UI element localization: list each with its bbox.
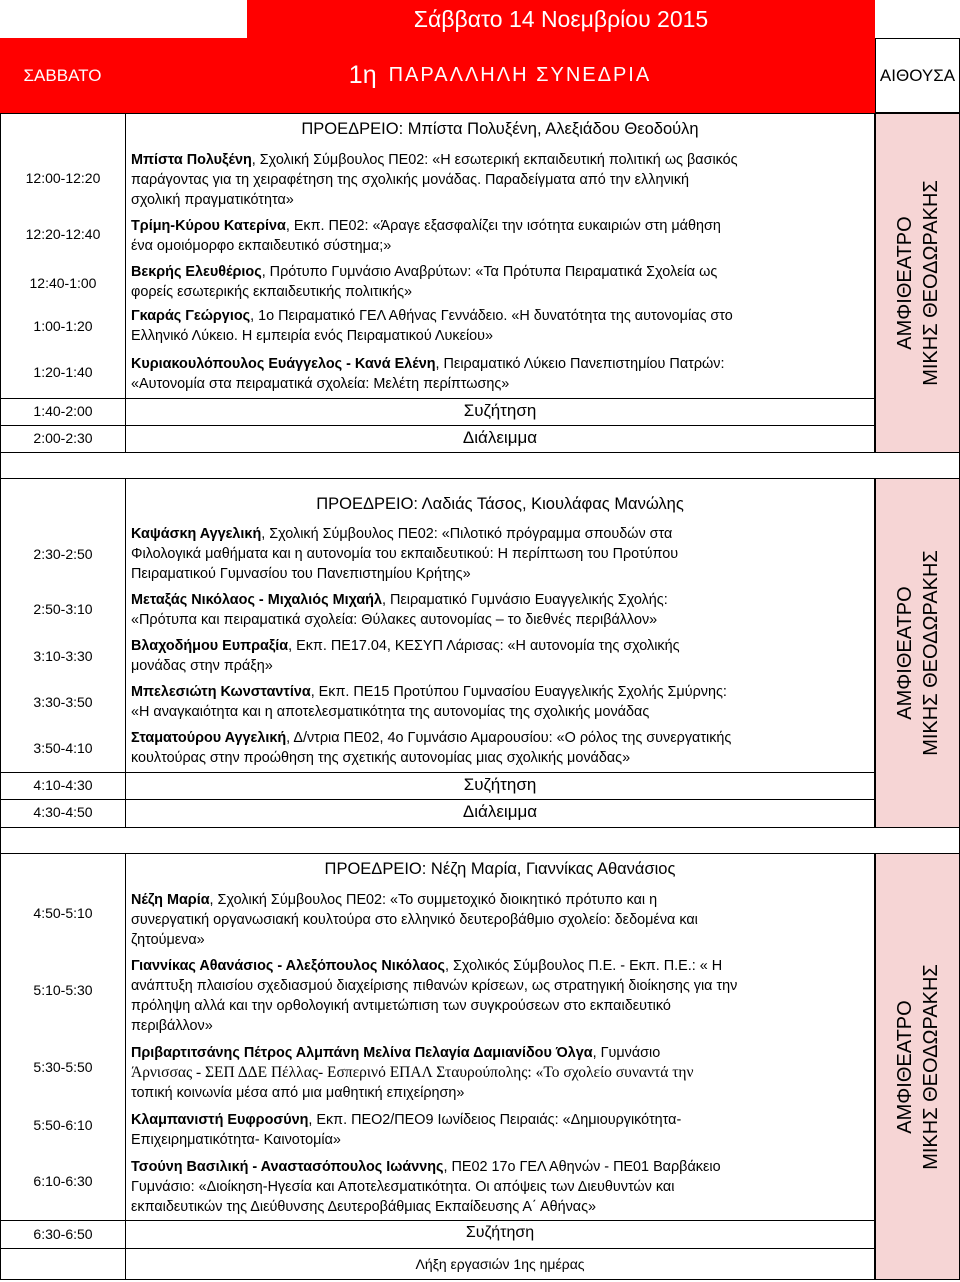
break-time: 2:00-2:30: [33, 430, 93, 446]
break-label: Διάλειμμα: [462, 428, 538, 447]
speaker-name: Τρίμη-Κύρου Κατερίνα: [131, 218, 286, 234]
room-name-line-1: ΑΜΦΙΘΕΑΤΡΟ: [893, 586, 916, 720]
chair-block-1: ΠΡΟΕΔΡΕΙΟ: Μπίστα Πολυξένη, Αλεξιάδου Θεοδούλη: [301, 120, 699, 138]
discussion-time: 6:30-6:50: [33, 1226, 93, 1242]
speaker-name: Βεκρής Ελευθέριος: [131, 264, 262, 280]
time-slot: 6:10-6:30: [33, 1173, 93, 1189]
speaker-name: Γκαράς Γεώργιος: [131, 308, 251, 324]
talk-entry: Γκαράς Γεώργιος, 1ο Πειραματικό ΓΕΛ Αθήνας Γεννάδειο. «Η δυνατότητα της αυτονομίας στο Ελληνικό Λύκειο. Η εμπειρία ενός Πειραματικού Λυκείου»: [131, 308, 733, 344]
room-name-line-2: ΜΙΚΗΣ ΘΕΟΔΩΡΑΚΗΣ: [919, 180, 942, 386]
talk-entry: Μπελεσιώτη Κωνσταντίνα, Εκπ. ΠΕ15 Προτύπου Γυμνασίου Ευαγγελικής Σχολής Σμύρνης: «Η αναγκαιότητα και η αποτελεσματικότητα της αυτονομίας της σχολικής μονάδας: [131, 684, 727, 720]
speaker-name: Γιαννίκας Αθανάσιος - Αλεξόπουλος Νικόλαος: [131, 958, 446, 974]
time-slot: 1:00-1:20: [33, 318, 93, 334]
day-label: ΣΑΒΒΑΤΟ: [0, 38, 125, 113]
speaker-name: Μπίστα Πολυξένη: [131, 152, 252, 168]
session-number: 1η: [348, 61, 377, 89]
time-slot: 1:20-1:40: [33, 364, 93, 380]
spacer-row: [0, 827, 960, 854]
discussion-label: Συζήτηση: [463, 775, 537, 794]
talk-entry: Κλαμπανιστή Ευφροσύνη, Εκπ. ΠΕΟ2/ΠΕΟ9 Ιωνίδειος Πειραιάς: «Δημιουργικότητα- Επιχειρηματικότητα- Καινοτομία»: [131, 1112, 682, 1148]
time-slot: 3:10-3:30: [33, 648, 93, 664]
talk-entry: Βεκρής Ελευθέριος, Πρότυπο Γυμνάσιο Αναβρύτων: «Τα Πρότυπα Πειραματικά Σχολεία ως φορείς εσωτερικής εκπαιδευτικής πολιτικής»: [131, 264, 718, 300]
talk-entry: Βλαχοδήμου Ευπραξία, Εκπ. ΠΕ17.04, ΚΕΣΥΠ Λάρισας: «Η αυτονομία της σχολικής μονάδας στην πράξη»: [131, 638, 680, 674]
time-slot: 5:10-5:30: [33, 982, 93, 998]
speaker-name: Μεταξάς Νικόλαος - Μιχαλιός Μιχαήλ: [131, 592, 382, 608]
speaker-name: Μπελεσιώτη Κωνσταντίνα: [131, 684, 311, 700]
chair-block-3: ΠΡΟΕΔΡΕΙΟ: Νέζη Μαρία, Γιαννίκας Αθανάσιος: [324, 860, 676, 878]
discussion-time: 1:40-2:00: [33, 403, 93, 419]
talk-entry: Τσούνη Βασιλική - Αναστασόπουλος Ιωάννης, ΠΕ02 17ο ΓΕΛ Αθηνών - ΠΕ01 Βαρβάκειο Γυμνάσιο: «Διοίκηση-Ηγεσία και Αποτελεσματικότητα. Οι απόψεις των Διευθυντών και εκπαιδευτικών της Διεύθυνσης Δευτεροβάθμιας Εκπαίδευσης Α΄ Αθήνας»: [131, 1159, 721, 1215]
discussion-label: Συζήτηση: [463, 401, 537, 420]
closing-label: Λήξη εργασιών 1ης ημέρας: [415, 1256, 585, 1272]
talk-entry: Νέζη Μαρία, Σχολική Σύμβουλος ΠΕ02: «Το συμμετοχικό διοικητικό πρότυπο και η συνεργατική οργανωσιακή κουλτούρα στο ελληνικό δευτεροβάθμιο σχολείο: δεδομένα και ζητούμενα»: [131, 892, 698, 948]
speaker-name: Τσούνη Βασιλική - Αναστασόπουλος Ιωάννης: [131, 1159, 444, 1175]
room-name-line-1: ΑΜΦΙΘΕΑΤΡΟ: [893, 216, 916, 350]
speaker-name: Σταματούρου Αγγελική: [131, 730, 287, 746]
room-cell-block-1: [875, 113, 960, 453]
talk-entry: Μπίστα Πολυξένη, Σχολική Σύμβουλος ΠΕ02: «Η εσωτερική εκπαιδευτική πολιτική ως βασικός παράγοντας για τη χειραφέτηση της σχολικής μονάδας. Παραδείγματα από την ελληνική σχολική πραγματικότητα»: [131, 152, 738, 208]
speaker-name: Κλαμπανιστή Ευφροσύνη: [131, 1112, 309, 1128]
time-slot: 2:30-2:50: [33, 546, 93, 562]
talk-entry: Σταματούρου Αγγελική, Δ/ντρια ΠΕ02, 4ο Γυμνάσιο Αμαρουσίου: «Ο ρόλος της συνεργατικής κουλτούρας στην προώθηση της σχετικής αυτονομίας μιας σχολικής μονάδας»: [131, 730, 732, 766]
time-slot: 2:50-3:10: [33, 601, 93, 617]
talk-entry: Καψάσκη Αγγελική, Σχολική Σύμβουλος ΠΕ02: «Πιλοτικό πρόγραμμα σπουδών στα Φιλολογικά μαθήματα και η αυτονομία του εκπαιδευτικού: Η περίπτωση του Προτύπου Πειραματικού Γυμνασίου του Πανεπιστημίου Κρήτης»: [131, 526, 679, 582]
date-text: Σάββατο 14 Νοεμβρίου 2015: [413, 5, 709, 32]
discussion-time: 4:10-4:30: [33, 777, 93, 793]
room-name-line-2: ΜΙΚΗΣ ΘΕΟΔΩΡΑΚΗΣ: [919, 963, 942, 1170]
room-name-line-1: ΑΜΦΙΘΕΑΤΡΟ: [893, 999, 916, 1134]
speaker-name: Νέζη Μαρία: [131, 892, 210, 908]
time-slot: 12:20-12:40: [25, 226, 101, 242]
room-name-line-2: ΜΙΚΗΣ ΘΕΟΔΩΡΑΚΗΣ: [919, 550, 942, 756]
session-name: ΠΑΡΑΛΛΗΛΗ ΣΥΝΕΔΡΙΑ: [388, 64, 652, 86]
chair-block-2: ΠΡΟΕΔΡΕΙΟ: Λαδιάς Τάσος, Κιουλάφας Μανώλης: [316, 495, 684, 513]
time-slot: 12:00-12:20: [25, 170, 101, 186]
time-slot: 12:40-1:00: [29, 275, 97, 291]
talk-entry: Τρίμη-Κύρου Κατερίνα, Εκπ. ΠΕ02: «Άραγε εξασφαλίζει την ισότητα ευκαιριών στη μάθηση ένα ομοιόμορφο εκπαιδευτικό σύστημα;»: [131, 218, 721, 254]
speaker-name: Πριβαρτιτσάνης Πέτρος Αλμπάνη Μελίνα Πελαγία Δαμιανίδου Όλγα: [131, 1045, 593, 1061]
talk-entry: Μεταξάς Νικόλαος - Μιχαλιός Μιχαήλ, Πειραματικό Γυμνάσιο Ευαγγελικής Σχολής: «Πρότυπα και πειραματικά σχολεία: Θύλακες αυτονομίας – το διεθνές περιβάλλον»: [131, 592, 668, 628]
talk-entry: Κυριακουλόπουλος Ευάγγελος - Κανά Ελένη, Πειραματικό Λύκειο Πανεπιστημίου Πατρών: «Αυτονομία στα πειραματικά σχολεία: Μελέτη περίπτωσης»: [131, 356, 725, 392]
room-cell-block-3: [875, 853, 960, 1280]
break-time: 4:30-4:50: [33, 804, 93, 820]
time-slot: 3:30-3:50: [33, 694, 93, 710]
time-slot: 5:30-5:50: [33, 1059, 93, 1075]
discussion-label: Συζήτηση: [465, 1224, 535, 1241]
talk-entry: Πριβαρτιτσάνης Πέτρος Αλμπάνη Μελίνα Πελαγία Δαμιανίδου Όλγα, Γυμνάσιο Άρνισσας - ΣΕΠ ΔΔΕ Πέλλας- Εσπερινό ΕΠΑΛ Σταυρούπολης: «Το σχολείο συναντά την τοπική κοινωνία μέσα από μια μαθητική επιχείρηση»: [131, 1045, 694, 1101]
speaker-name: Κυριακουλόπουλος Ευάγγελος - Κανά Ελένη: [131, 356, 436, 372]
date-banner: [247, 0, 875, 38]
time-slot: 3:50-4:10: [33, 740, 93, 756]
time-slot: 4:50-5:10: [33, 905, 93, 921]
spacer-row: [0, 452, 960, 479]
speaker-name: Καψάσκη Αγγελική: [131, 526, 262, 542]
session-title: [125, 38, 875, 113]
break-label: Διάλειμμα: [462, 802, 538, 821]
room-header: ΑΙΘΟΥΣΑ: [875, 38, 960, 113]
talk-entry: Γιαννίκας Αθανάσιος - Αλεξόπουλος Νικόλαος, Σχολικός Σύμβουλος Π.Ε. - Εκπ. Π.Ε.: « Η ανάπτυξη πλαισίου σχεδιασμού διαχείρισης πιθανών κρίσεων, ως στρατηγική διοίκησης για την πρόληψη αλλά και την ορθολογική αντιμετώπιση των συγκρούσεων στο εκπαιδευτικό περιβάλλον»: [131, 958, 738, 1034]
time-slot: 5:50-6:10: [33, 1117, 93, 1133]
speaker-name: Βλαχοδήμου Ευπραξία: [131, 638, 289, 654]
room-cell-block-2: [875, 478, 960, 828]
